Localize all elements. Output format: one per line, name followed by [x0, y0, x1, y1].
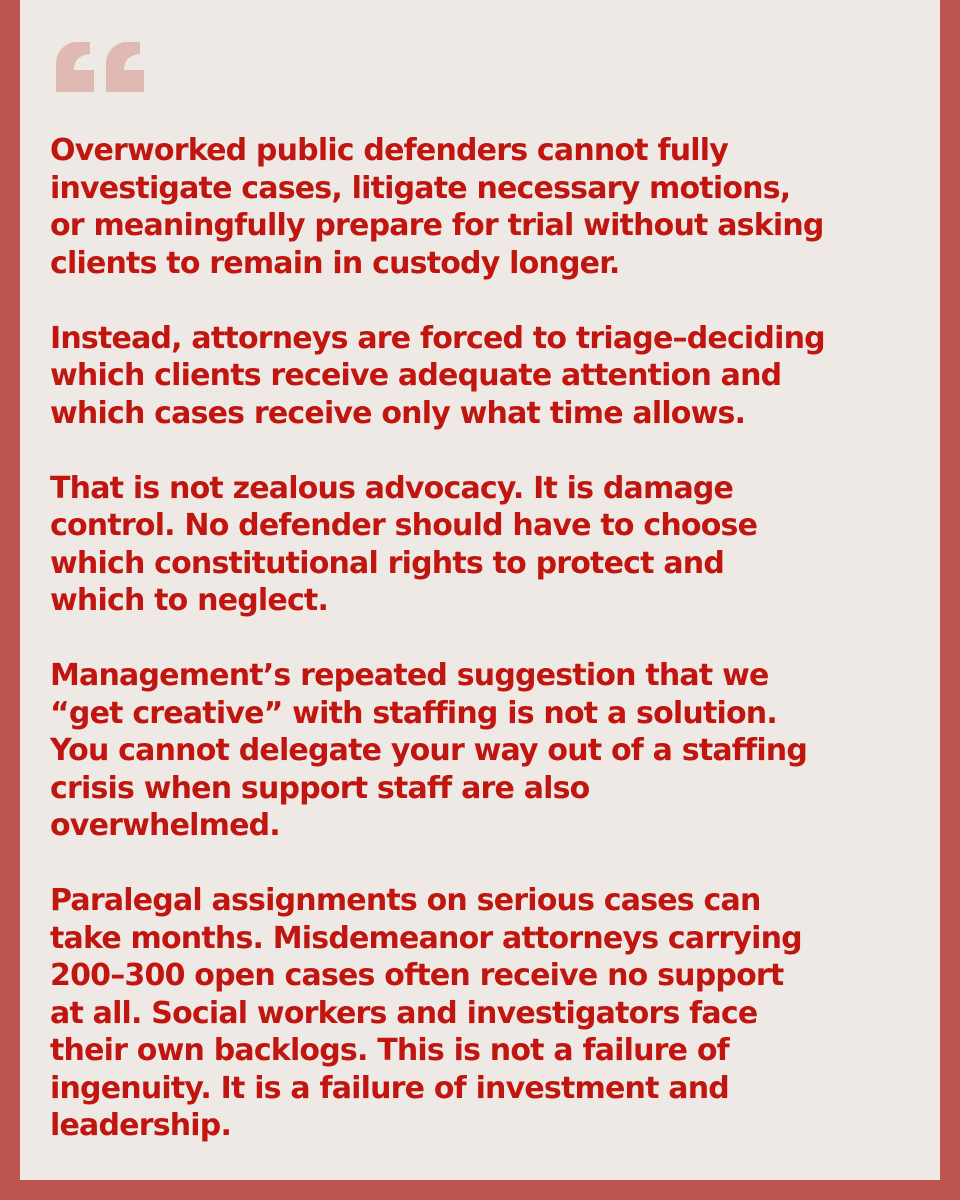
- paragraph: [50, 320, 930, 433]
- quote-body: [50, 132, 930, 1145]
- quote-card: [20, 0, 940, 1180]
- text-line: control. No defender should have to choose: [50, 508, 758, 543]
- text-line: take months. Misdemeanor attorneys carrying: [50, 920, 802, 956]
- text-line: their own backlogs. This is not a failure of: [50, 1033, 729, 1068]
- text-line: at all. Social workers and investigators face: [50, 995, 758, 1031]
- text-line: You cannot delegate your way out of a staffing: [50, 733, 808, 768]
- text-line: ingenuity. It is a failure of investment and: [50, 1070, 729, 1106]
- text-line: Management’s repeated suggestion that we: [50, 658, 769, 693]
- text-line: leadership.: [50, 1108, 232, 1143]
- text-line: crisis when support staff are also: [50, 770, 590, 806]
- text-line: That is not zealous advocacy. It is damage: [50, 470, 734, 506]
- paragraph: [50, 470, 930, 620]
- text-line: which clients receive adequate attention and: [50, 358, 782, 393]
- text-line: clients to remain in custody longer.: [50, 245, 620, 281]
- text-line: overwhelmed.: [50, 808, 280, 843]
- paragraph: [50, 132, 930, 282]
- paragraph: [50, 657, 930, 845]
- text-line: which cases receive only what time allows.: [50, 395, 746, 431]
- text-line: Overworked public defenders cannot fully: [50, 133, 728, 168]
- quotation-mark-icon: [50, 40, 150, 100]
- paragraph: [50, 882, 930, 1145]
- text-line: which constitutional rights to protect and: [50, 545, 724, 581]
- text-line: Paralegal assignments on serious cases can: [50, 883, 761, 918]
- text-line: Instead, attorneys are forced to triage–deciding: [50, 320, 825, 356]
- text-line: investigate cases, litigate necessary motions,: [50, 170, 791, 206]
- text-line: or meaningfully prepare for trial without asking: [50, 208, 824, 243]
- text-line: “get creative” with staffing is not a solution.: [50, 695, 777, 731]
- text-line: which to neglect.: [50, 583, 329, 618]
- text-line: 200–300 open cases often receive no support: [50, 958, 784, 993]
